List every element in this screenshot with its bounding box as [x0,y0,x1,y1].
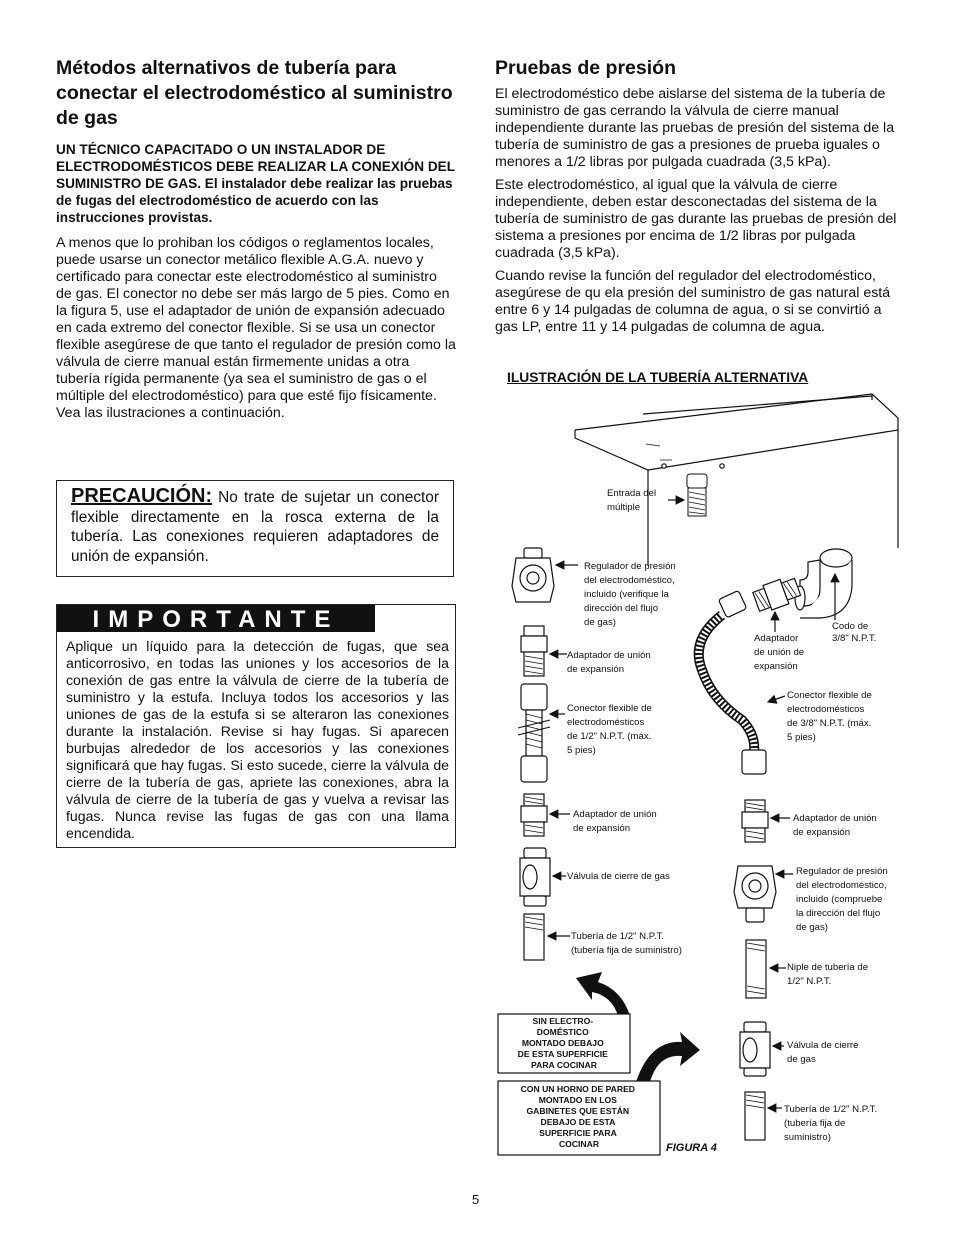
label-regulator-right: Regulador de presión del electrodoméstico, incluido (compruebe la dirección del flujo de gas) [796,866,888,933]
caution-text: No trate de sujetar un conector flexible directamente en la rosca externa de la tubería. Las conexiones requieren adaptadores de unión de expansión. [71,489,439,565]
left-regulator-icon [512,548,554,602]
right-top-adapter-icon [752,575,802,614]
label-valve-right: Válvula de cierre de gas [787,1040,859,1065]
label-regulator-left: Regulador de presión del electrodoméstico, incluido (verifique la dirección del flujo de gas) [584,561,676,628]
label-adapter-left-1: Adaptador de unión de expansión [567,650,651,675]
svg-text:CON UN HORNO DE PARED MO: CON UN HORNO DE PARED MONTADO EN LOS GABINETES QUE ESTÁN DEBAJO DE ESTA SUPERFICIE PARA COCINAR [520,1084,636,1149]
illustration-title: ILUSTRACIÓN DE LA TUBERÍA ALTERNATIVA [507,370,809,385]
right-flex-connector-icon [699,590,766,774]
right-adapter-2-icon [742,800,768,842]
label-elbow: Codo de 3/8" N.P.T. [832,621,877,644]
label-flex-right: Conector flexible de electrodomésticos de 3/8" N.P.T. (máx. 5 pies) [787,690,872,743]
flexible-connector-paragraph: A menos que lo prohiban los códigos o reglamentos locales, puede usarse un conector metálico flexible A.G.A. nuevo y certificado para conectar este electrodoméstico al suministro de gas. El conector no debe ser más largo de 5 pies. Como en la figura 5, use el adaptador de unión de expansión adecuado en cada extremo del conector flexible. Si se usa un conector flexible asegúrese de que tanto el regulador de presión como la válvula de cierre manual están firmemente unidas a otra tubería rígida permanente (ya sea el suministro de gas o el múltiple del electrodoméstico) para que esté fijo físicamente. Vea las ilustraciones a continuación. [56,235,456,421]
pressure-paragraph-1: El electrodoméstico debe aislarse del sistema de la tubería de suministro de gas cerrando la válvula de cierre manual independiente durante las pruebas de presión del sistema de la tubería de suministro de gas a presiones de prueba iguales o menores a 1/2 libras por pulgada cuadrada (3,5 kPa). [495,86,895,170]
label-nipple: Niple de tubería de 1/2" N.P.T. [787,962,869,987]
label-manifold: Entrada del múltiple [607,488,657,513]
right-supply-pipe-icon [745,1092,765,1140]
right-regulator-icon [734,866,776,922]
important-title: IMPORTANTE [57,605,375,632]
left-shutoff-valve-icon [520,848,550,906]
pressure-paragraph-2: Este electrodoméstico, al igual que la válvula de cierre independiente, deben estar desconectadas del sistema de la tubería de suministro de gas durante las pruebas de presión del sistema a presiones por encima de 1/2 libras por pulgada cuadrada (3,5 kPa). [495,177,897,261]
arrow-to-right-assembly [636,1032,700,1082]
left-supply-pipe-icon [524,914,544,960]
label-valve-left: Válvula de cierre de gas [567,871,670,882]
box-no-appliance [498,1014,630,1073]
cooktop-underside [575,394,898,566]
pressure-paragraph-3: Cuando revise la función del regulador del electrodoméstico, asegúrese de qu ela presión del suministro de gas natural está entre 6 y 14 pulgadas de columna de agua, o si se convirtió a gas LP, entre 11 y 14 pulgadas de columna de agua. [495,268,891,335]
section-heading-pressure-tests: Pruebas de presión [495,57,676,79]
label-adapter-right-top: Adaptador de unión de expansión [754,633,805,672]
box-wall-oven [498,1081,660,1155]
installer-notice: UN TÉCNICO CAPACITADO O UN INSTALADOR DE ELECTRODOMÉSTICOS DEBE REALIZAR LA CONEXIÓN DEL SUMINISTRO DE GAS. El instalador debe realizar las pruebas de fugas del electrodoméstico de acuerdo con las instrucciones provistas. [56,142,455,225]
left-adapter-1-icon [521,626,547,676]
left-flex-connector-icon [518,684,550,782]
nipple-pipe-icon [746,940,766,998]
label-adapter-right-2: Adaptador de unión de expansión [793,813,877,838]
label-adapter-left-2: Adaptador de unión de expansión [573,809,657,834]
manifold-inlet-pipe [687,474,707,516]
caution-title: PRECAUCIÓN: [71,485,213,507]
section-heading-alternative-piping: Métodos alternativos de tubería para conectar el electrodoméstico al suministro de gas [56,57,453,129]
page-number: 5 [472,1192,480,1207]
figure-label: FIGURA 4 [666,1142,717,1154]
svg-text:SIN ELECTRO- DOMÉSTICO: SIN ELECTRO- DOMÉSTICO MONTADO DEBAJO DE ESTA SUPERFICIE PARA COCINAR [517,1016,608,1070]
right-shutoff-valve-icon [740,1022,770,1076]
left-adapter-2-icon [521,794,547,836]
label-pipe-left: Tubería de 1/2" N.P.T. (tubería fija de suministro) [571,931,682,956]
label-flex-left: Conector flexible de electrodomésticos de 1/2" N.P.T. (máx. 5 pies) [567,703,652,756]
label-pipe-right: Tubería de 1/2" N.P.T. (tubería fija de suministro) [784,1104,877,1143]
elbow-icon [795,549,852,618]
arrow-to-left-assembly [576,972,630,1016]
important-text: Aplique un líquido para la detección de fugas, que sea anticorrosivo, en todas las uniones y los accesorios de la conexión de gas entre la válvula de cierre de la tubería de suministro y la estufa. Incluya todos los accesorios y las uniones de gas de la estufa si se alteraron las conexiones durante la instalación. Revise si hay fugas. Si aparecen burbujas alrededor de los accesorios y las conexiones significará que hay fugas. Si esto sucede, cierre la válvula de cierre de la tubería de gas, apriete las conexiones, abra la válvula de cierre de la tubería de gas y vuelva a revisar las fugas. Nunca revise las fugas de gas con una llama encendida. [66,638,449,841]
